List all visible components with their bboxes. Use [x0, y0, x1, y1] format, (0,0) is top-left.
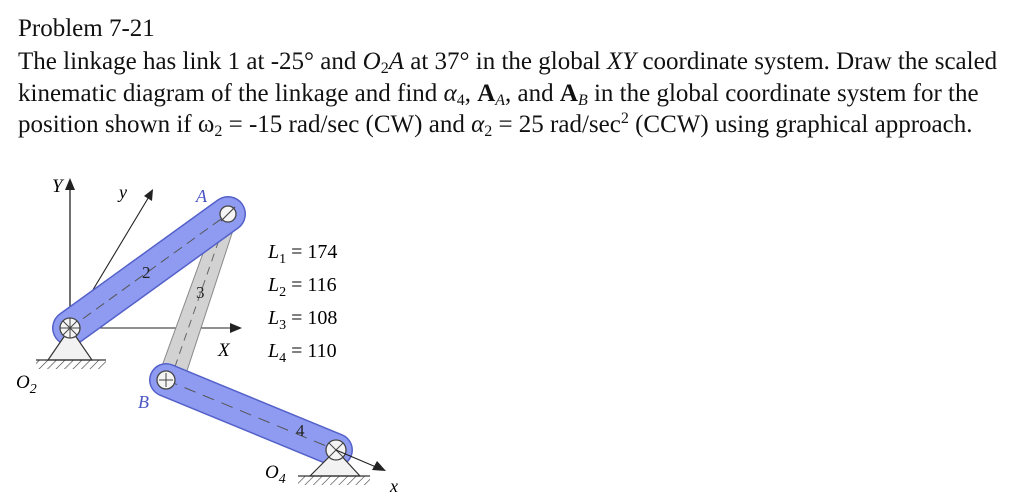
o2a-tail: A [388, 48, 404, 75]
alpha4-symbol: α [443, 79, 457, 107]
length-l1-sub: 1 [279, 252, 287, 267]
global-y-arrowhead [65, 178, 75, 190]
alpha2-sup: 2 [620, 110, 629, 127]
length-l1-main: L [268, 241, 280, 263]
statement-tail: (CCW) using graphical approach. [628, 111, 973, 138]
problem-title: Problem 7-21 [18, 15, 155, 42]
link-4-label: 4 [296, 421, 305, 440]
ground-o2-hatching [36, 360, 106, 369]
local-x-label: x [390, 476, 398, 496]
length-l2-value: = 116 [286, 274, 337, 296]
o4-label [265, 462, 286, 487]
omega2-symbol: ω [197, 111, 215, 138]
sep1: , [464, 79, 478, 107]
alpha2-symbol: α [471, 111, 485, 138]
accel-a-symbol: A [477, 79, 496, 107]
local-y-label: y [119, 182, 127, 202]
accel-b-symbol: A [559, 79, 578, 107]
length-l4 [267, 340, 337, 366]
o2-label-main: O [16, 372, 30, 393]
length-l3-value: = 108 [286, 307, 338, 329]
accel-a-sub [495, 92, 505, 109]
o2a-sub: 2 [380, 60, 389, 77]
length-l3-main: L [268, 307, 280, 329]
o2-label [16, 372, 37, 397]
omega2-sub: 2 [214, 123, 223, 140]
global-y-label: Y [52, 176, 63, 197]
link-4 [166, 380, 336, 450]
length-l2-main: L [268, 274, 280, 296]
o4-label-sub: 4 [278, 472, 286, 487]
statement-mid1: at 37° in the global [403, 48, 607, 75]
accel-a-sub-text: A [495, 91, 506, 109]
link-3-label: 3 [196, 283, 205, 302]
length-l3 [267, 307, 337, 333]
link-lengths [267, 241, 337, 366]
joint-b-label: B [138, 392, 149, 412]
length-l1-value: = 174 [286, 241, 338, 263]
alpha4-sub: 4 [456, 91, 465, 109]
length-l4-main: L [268, 340, 280, 362]
linkage-diagram [0, 170, 520, 500]
accel-b-sub [578, 92, 588, 109]
length-l1 [267, 241, 337, 267]
linkage-figure [0, 170, 520, 500]
accel-b-sub-text: B [577, 91, 588, 109]
local-y-arrowhead [144, 189, 153, 201]
length-l4-sub: 4 [279, 351, 287, 366]
link-2-label: 2 [142, 263, 151, 282]
statement-mid3: in the global coordinate system for the position shown if [18, 79, 979, 138]
alpha2-sub: 2 [484, 123, 493, 140]
statement-mid2: coordinate system. Draw the scaled kinematic diagram of the linkage and find [18, 48, 998, 107]
statement-intro: The linkage has link 1 at -25° and [18, 48, 363, 75]
length-l2-sub: 2 [279, 285, 287, 300]
alpha2-value: = 25 rad/sec [492, 111, 621, 138]
problem-statement [18, 46, 1008, 141]
o2-label-sub: 2 [29, 382, 37, 397]
global-x-arrowhead [230, 323, 242, 333]
length-l2 [267, 274, 337, 300]
joint-a-label: A [196, 186, 207, 206]
o2a-var: O [362, 48, 381, 75]
ground-o4-hatching [298, 476, 370, 485]
global-x-label: X [218, 340, 230, 361]
omega2-value: = -15 rad/sec (CW) and [222, 111, 472, 138]
length-l3-sub: 3 [279, 318, 287, 333]
o4-label-main: O [265, 462, 279, 483]
sep2: , and [505, 79, 560, 107]
length-l4-value: = 110 [286, 340, 337, 362]
xy-var: XY [607, 48, 637, 75]
